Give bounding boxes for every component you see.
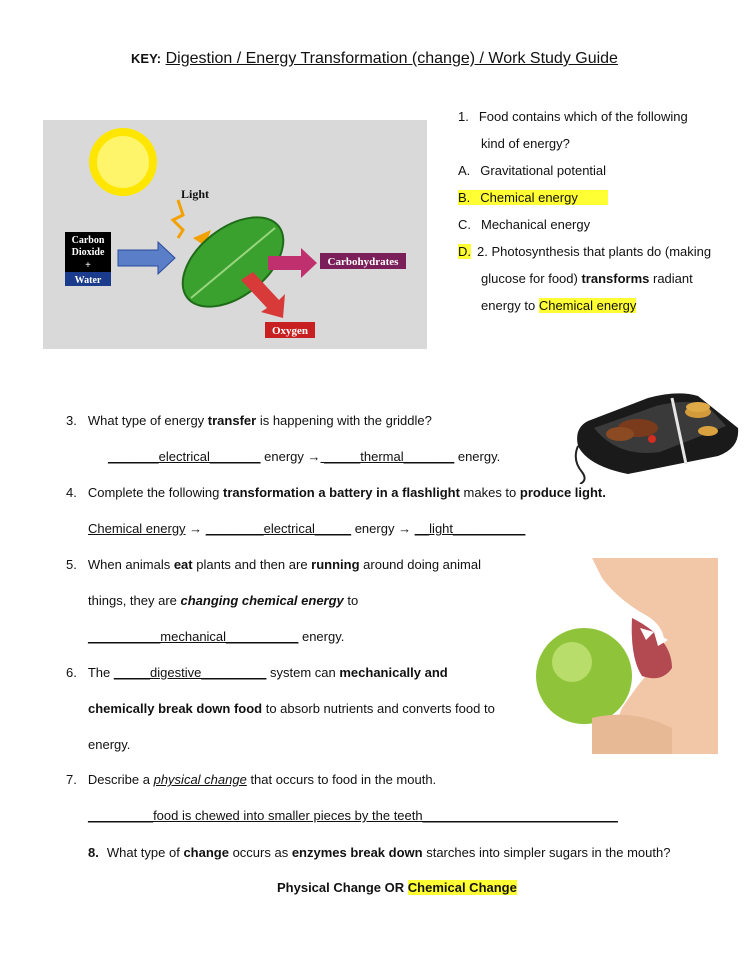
griddle-image xyxy=(568,376,746,484)
svg-text:Light: Light xyxy=(181,187,210,201)
q1-option-c: C. Mechanical energy xyxy=(458,217,591,232)
svg-text:Water: Water xyxy=(74,275,102,286)
q2-line3: energy to Chemical energy xyxy=(481,298,637,313)
svg-text:Carbon: Carbon xyxy=(71,235,105,246)
svg-text:+: + xyxy=(85,260,91,271)
photosynthesis-diagram xyxy=(43,120,427,349)
q3-prompt: 3. What type of energy transfer is happening with the griddle? xyxy=(66,413,432,428)
q1-option-a: A. Gravitational potential xyxy=(458,163,607,178)
arrow-icon: → xyxy=(398,521,412,536)
q5-line2: things, they are changing chemical energy to xyxy=(88,593,359,608)
svg-text:Carbohydrates: Carbohydrates xyxy=(327,256,399,268)
svg-text:Oxygen: Oxygen xyxy=(271,325,309,337)
q1-line2: kind of energy? xyxy=(481,136,570,151)
svg-text:Dioxide: Dioxide xyxy=(71,247,105,258)
page-title: KEY: Digestion / Energy Transformation (change) / Work Study Guide xyxy=(131,50,618,67)
q2-line1: D. 2. Photosynthesis that plants do (making xyxy=(458,244,712,259)
q7-prompt: 7. Describe a physical change that occurs to food in the mouth. xyxy=(66,772,437,787)
arrow-icon: → xyxy=(189,521,203,536)
q1-line1: 1. Food contains which of the following xyxy=(458,109,688,124)
q3-answer: _______electrical_______ energy → _____thermal_______ energy. xyxy=(108,449,501,464)
q4-prompt: 4. Complete the following transformation a battery in a flashlight makes to produce light. xyxy=(66,485,606,500)
q7-answer: _________food is chewed into smaller pieces by the teeth___________________________ xyxy=(88,808,618,823)
q5-line1: 5. When animals eat plants and then are running around doing animal xyxy=(66,557,481,572)
q6-line2: chemically break down food to absorb nutrients and converts food to xyxy=(88,701,495,716)
q8-prompt: 8. What type of change occurs as enzymes break down starches into simpler sugars in the mouth? xyxy=(88,845,671,860)
q1-option-b: B. Chemical energy xyxy=(458,189,608,207)
q6-line3: energy. xyxy=(88,737,131,752)
arrow-icon: → xyxy=(307,449,321,464)
q8-options: Physical Change OR Chemical Change xyxy=(277,880,517,895)
eating-apple-image xyxy=(522,558,718,754)
q5-line3: __________mechanical__________ energy. xyxy=(88,629,345,644)
q6-line1: 6. The _____digestive_________ system can mechanically and xyxy=(66,665,448,680)
q2-line2: glucose for food) transforms radiant xyxy=(481,271,693,286)
q4-answer: Chemical energy → ________electrical_____ energy → __light__________ xyxy=(88,521,526,536)
